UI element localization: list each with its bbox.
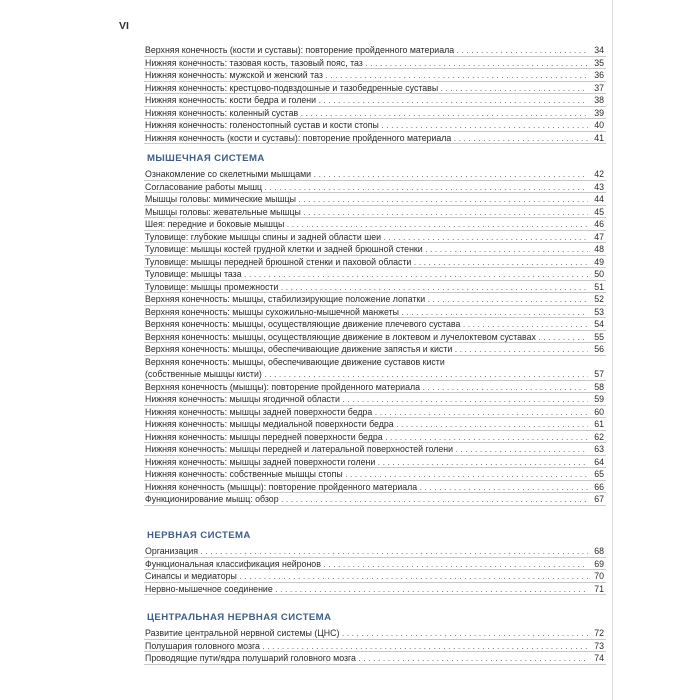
- toc-entry-page-number: 42: [594, 169, 604, 179]
- toc-section-entries: [144, 545, 606, 595]
- toc-entry-page-number: 52: [594, 294, 604, 304]
- toc-entry-page-number: 34: [594, 45, 604, 55]
- toc-entry[interactable]: [144, 119, 606, 132]
- toc-entry-page-number: 57: [594, 369, 604, 379]
- toc-entry[interactable]: [144, 356, 606, 369]
- toc-entry[interactable]: [144, 545, 606, 558]
- toc-entry-title: Полушария головного мозга . . .: [145, 640, 588, 653]
- toc-entry-page-number: 56: [594, 344, 604, 354]
- toc-entry-page-number: 59: [594, 394, 604, 404]
- toc-entry-title: (собственные мышцы кисти) . . .: [145, 368, 588, 381]
- toc-entry-page-number: 35: [594, 57, 604, 68]
- toc-entry[interactable]: [144, 318, 606, 331]
- toc-entry-title: Верхняя конечность: мышцы, осуществляющие движение в локтевом и лучелоктевом суставах . . .: [145, 331, 588, 344]
- toc-entry-page-number: 53: [594, 306, 604, 317]
- toc-entry-title: Верхняя конечность: мышцы, осуществляющие движение плечевого сустава . . .: [145, 318, 588, 331]
- toc-entry-title: Туловище: глубокие мышцы спины и задней области шеи . . .: [145, 231, 588, 244]
- toc-entry-title: Синапсы и медиаторы . . .: [145, 570, 588, 583]
- toc-entry[interactable]: [144, 132, 606, 145]
- toc-entry-title: Туловище: мышцы костей грудной клетки и задней брюшной стенки . . .: [145, 243, 588, 256]
- toc-entry-title: Верхняя конечность: мышцы, обеспечивающие движение суставов кисти: [145, 356, 445, 367]
- toc-entry[interactable]: [144, 406, 606, 419]
- toc-entry[interactable]: [144, 82, 606, 95]
- toc-entry-title: Проводящие пути/ядра полушарий головного мозга . . .: [145, 652, 588, 665]
- toc-entry-page-number: 69: [594, 558, 604, 569]
- toc-entry-page-number: 70: [594, 571, 604, 581]
- toc-entry-page-number: 47: [594, 231, 604, 242]
- toc-entry-page-number: 49: [594, 256, 604, 267]
- toc-entry-divider: [144, 664, 606, 665]
- toc-entry[interactable]: [144, 44, 606, 57]
- toc-entry-title: Верхняя конечность: мышцы, стабилизирующие положение лопатки . . .: [145, 293, 588, 306]
- toc-entry-page-number: 48: [594, 244, 604, 254]
- toc-entry[interactable]: [144, 94, 606, 107]
- toc-section-entries: [144, 627, 606, 665]
- section-title: НЕРВНАЯ СИСТЕМА: [147, 530, 251, 541]
- page-edge-rule: [612, 0, 613, 700]
- toc-entry-page-number: 62: [594, 431, 604, 442]
- toc-entry-page-number: 61: [594, 419, 604, 429]
- toc-entry-page-number: 65: [594, 469, 604, 479]
- toc-entry[interactable]: [144, 652, 606, 665]
- toc-entry[interactable]: [144, 443, 606, 456]
- toc-entry-divider: [144, 505, 606, 506]
- toc-entry-title: Нижняя конечность: тазовая кость, тазовый пояс, таз . . .: [145, 57, 588, 70]
- toc-entry[interactable]: [144, 481, 606, 494]
- toc-entry-title: Нижняя конечность: мышцы ягодичной области . . .: [145, 393, 588, 406]
- toc-entry-divider: [144, 594, 606, 595]
- toc-entry-page-number: 60: [594, 406, 604, 417]
- toc-entry-title: Нижняя конечность: мышцы передней поверхности бедра . . .: [145, 431, 588, 444]
- toc-entry[interactable]: [144, 343, 606, 356]
- toc-entry[interactable]: [144, 281, 606, 294]
- toc-entry[interactable]: [144, 206, 606, 219]
- toc-entry-page-number: 43: [594, 181, 604, 192]
- toc-entry-title: Функционирование мышц: обзор . . .: [145, 493, 588, 506]
- toc-entry-title: Функциональная классификация нейронов . . .: [145, 558, 588, 571]
- toc-entry-page-number: 55: [594, 331, 604, 342]
- toc-entry-title: Согласование работы мышц . . .: [145, 181, 588, 194]
- toc-entry-page-number: 46: [594, 219, 604, 229]
- toc-entry-title: Ознакомление со скелетными мышцами . . .: [145, 168, 588, 181]
- toc-entry-title: Туловище: мышцы промежности . . .: [145, 281, 588, 294]
- toc-entry-title: Нижняя конечность: мышцы медиальной поверхности бедра . . .: [145, 418, 588, 431]
- section-title: ЦЕНТРАЛЬНАЯ НЕРВНАЯ СИСТЕМА: [147, 612, 332, 623]
- toc-entry-page-number: 63: [594, 444, 604, 454]
- toc-entry-divider: [144, 143, 606, 144]
- toc-entry-title: Нервно-мышечное соединение . . .: [145, 583, 588, 596]
- toc-entry[interactable]: [144, 243, 606, 256]
- toc-entry-page-number: 72: [594, 628, 604, 638]
- toc-entry-page-number: 44: [594, 194, 604, 204]
- toc-entry[interactable]: [144, 181, 606, 194]
- toc-entry-page-number: 73: [594, 640, 604, 651]
- toc-entry-page-number: 54: [594, 319, 604, 329]
- toc-entry-title: Нижняя конечность: голеностопный сустав и кости стопы . . .: [145, 119, 588, 132]
- toc-entry[interactable]: [144, 431, 606, 444]
- toc-entry[interactable]: [144, 570, 606, 583]
- toc-section-entries: [144, 44, 606, 144]
- toc-entry-page-number: 38: [594, 95, 604, 105]
- toc-entry-title: Мышцы головы: жевательные мышцы . . .: [145, 206, 588, 219]
- toc-entry-page-number: 51: [594, 281, 604, 292]
- toc-entry-title: Шея: передние и боковые мышцы . . .: [145, 218, 588, 231]
- toc-entry[interactable]: [144, 168, 606, 181]
- toc-entry[interactable]: [144, 640, 606, 653]
- toc-entry-page-number: 66: [594, 481, 604, 492]
- toc-entry[interactable]: [144, 193, 606, 206]
- toc-entry-page-number: 74: [594, 653, 604, 663]
- toc-entry-page-number: 37: [594, 82, 604, 93]
- toc-entry[interactable]: [144, 381, 606, 394]
- toc-entry[interactable]: [144, 256, 606, 269]
- toc-entry-title: Нижняя конечность: мужской и женский таз . . .: [145, 69, 588, 82]
- toc-entry-title: Туловище: мышцы таза . . .: [145, 268, 588, 281]
- toc-entry-page-number: 64: [594, 456, 604, 467]
- toc-entry-page-number: 67: [594, 494, 604, 504]
- toc-entry-page-number: 50: [594, 269, 604, 279]
- toc-entry[interactable]: [144, 418, 606, 431]
- toc-entry-title: Верхняя конечность: мышцы, обеспечивающие движение запястья и кисти . . .: [145, 343, 588, 356]
- page-number: VI: [119, 20, 129, 32]
- toc-entry-page-number: 45: [594, 206, 604, 217]
- toc-entry-title: Нижняя конечность (кости и суставы): повторение пройденного материала . . .: [145, 132, 588, 145]
- toc-entry[interactable]: [144, 331, 606, 344]
- toc-entry-page-number: 58: [594, 381, 604, 392]
- toc-entry-page-number: 39: [594, 107, 604, 118]
- toc-entry-title: Верхняя конечность (мышцы): повторение пройденного материала . . .: [145, 381, 588, 394]
- toc-entry-title: Организация . . .: [145, 545, 588, 558]
- toc-entry[interactable]: [144, 293, 606, 306]
- toc-entry[interactable]: [144, 583, 606, 596]
- toc-entry[interactable]: [144, 57, 606, 70]
- section-title: МЫШЕЧНАЯ СИСТЕМА: [147, 153, 265, 164]
- toc-entry-title: Нижняя конечность: мышцы передней и латеральной поверхностей голени . . .: [145, 443, 588, 456]
- toc-entry[interactable]: [144, 231, 606, 244]
- toc-entry[interactable]: [144, 69, 606, 82]
- toc-entry-title: Нижняя конечность (мышцы): повторение пройденного материала . . .: [145, 481, 588, 494]
- toc-entry-page-number: 68: [594, 546, 604, 556]
- toc-entry-title: Верхняя конечность (кости и суставы): повторение пройденного материала . . .: [145, 44, 588, 57]
- toc-entry-title: Нижняя конечность: собственные мышцы стопы . . .: [145, 468, 588, 481]
- toc-entry[interactable]: [144, 393, 606, 406]
- toc-entry-title: Нижняя конечность: коленный сустав . . .: [145, 107, 588, 120]
- toc-entry-title: Мышцы головы: мимические мышцы . . .: [145, 193, 588, 206]
- toc-entry[interactable]: [144, 107, 606, 120]
- toc-entry[interactable]: [144, 558, 606, 571]
- toc-entry-page-number: 36: [594, 70, 604, 80]
- toc-entry-page-number: 40: [594, 120, 604, 130]
- toc-entry-title: Туловище: мышцы передней брюшной стенки и паховой области . . .: [145, 256, 588, 269]
- toc-section-entries: [144, 168, 606, 506]
- toc-entry[interactable]: [144, 493, 606, 506]
- toc-entry-title: Нижняя конечность: кости бедра и голени . . .: [145, 94, 588, 107]
- toc-entry[interactable]: [144, 306, 606, 319]
- toc-entry-title: Нижняя конечность: крестцово-подвздошные и тазобедренные суставы . . .: [145, 82, 588, 95]
- toc-entry[interactable]: [144, 627, 606, 640]
- toc-entry-title: Нижняя конечность: мышцы задней поверхности бедра . . .: [145, 406, 588, 419]
- toc-entry[interactable]: [144, 456, 606, 469]
- toc-entry[interactable]: [144, 368, 606, 381]
- toc-entry-title: Верхняя конечность: мышцы сухожильно-мышечной манжеты . . .: [145, 306, 588, 319]
- toc-entry-title: Нижняя конечность: мышцы задней поверхности голени . . .: [145, 456, 588, 469]
- toc-entry-title: Развитие центральной нервной системы (ЦНС) . . .: [145, 627, 588, 640]
- toc-entry-page-number: 71: [594, 583, 604, 594]
- toc-entry[interactable]: [144, 268, 606, 281]
- toc-entry[interactable]: [144, 468, 606, 481]
- toc-entry-page-number: 41: [594, 132, 604, 143]
- toc-entry[interactable]: [144, 218, 606, 231]
